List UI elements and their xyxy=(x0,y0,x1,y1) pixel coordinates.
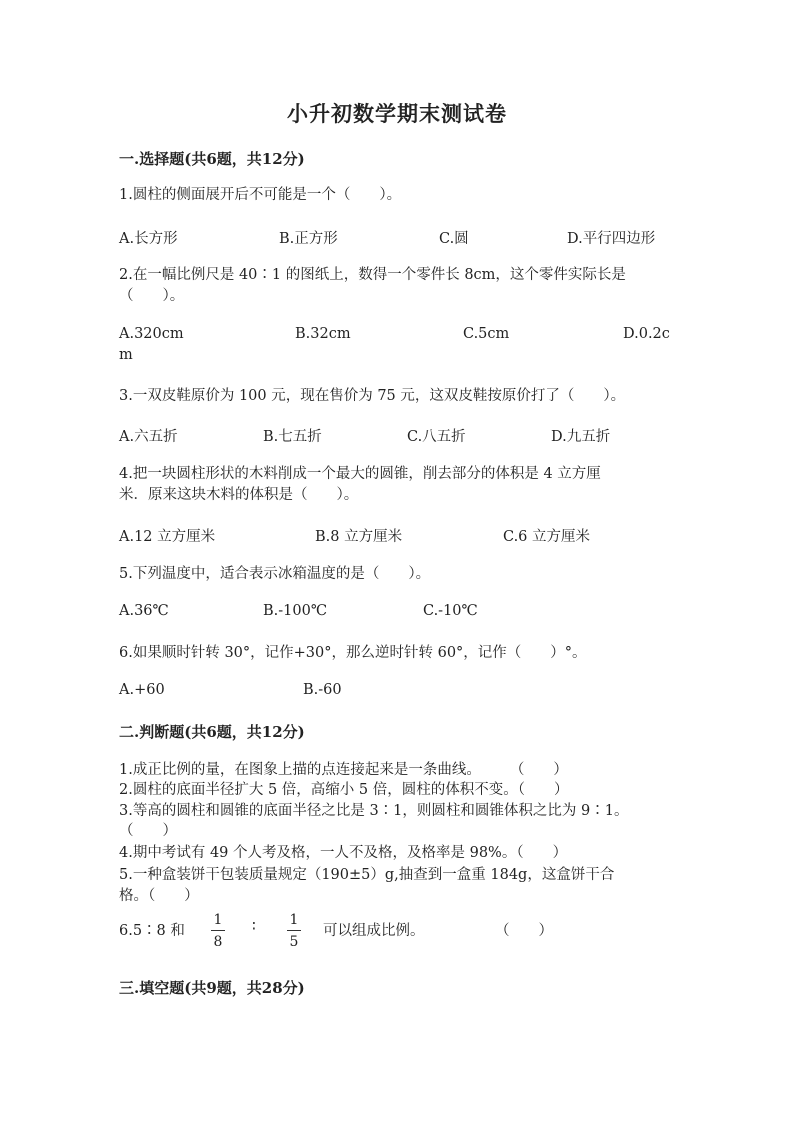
judge-5-line2: 格。（ ） xyxy=(119,888,199,904)
fraction-numerator: 1 xyxy=(289,912,299,928)
q5-option-a: A.36℃ xyxy=(119,603,169,619)
ratio-colon: ∶ xyxy=(252,919,256,935)
q3-option-a: A.六五折 xyxy=(119,429,178,445)
q2-option-b: B.32cm xyxy=(295,326,351,342)
fraction-denominator: 8 xyxy=(213,934,223,950)
judge-2: 2.圆柱的底面半径扩大 5 倍，高缩小 5 倍，圆柱的体积不变。（ ） xyxy=(119,782,569,798)
q6-option-a: A.+60 xyxy=(119,682,165,698)
fraction-denominator: 5 xyxy=(289,934,299,950)
q4-option-b: B.8 立方厘米 xyxy=(315,529,403,545)
q2-option-c: C.5cm xyxy=(463,326,510,342)
q3-option-d: D.九五折 xyxy=(551,429,611,445)
question-2-line2: （ ）。 xyxy=(119,288,185,304)
q1-option-a: A.长方形 xyxy=(119,231,178,247)
fraction-bar xyxy=(211,930,225,931)
q1-option-d: D.平行四边形 xyxy=(567,231,656,247)
question-1: 1.圆柱的侧面展开后不可能是一个（ ）。 xyxy=(119,187,402,203)
question-2-line1: 2.在一幅比例尺是 40∶1 的图纸上，数得一个零件长 8cm，这个零件实际长是 xyxy=(119,267,626,283)
q2-option-d-wrap: m xyxy=(119,347,133,363)
judge-3-line1: 3.等高的圆柱和圆锥的底面半径之比是 3∶1，则圆柱和圆锥体积之比为 9∶1。 xyxy=(119,803,629,819)
q3-option-b: B.七五折 xyxy=(263,429,322,445)
judge-5-line1: 5.一种盒装饼干包装质量规定（190±5）g,抽查到一盒重 184g，这盒饼干合 xyxy=(119,867,615,883)
fraction-bar xyxy=(287,930,301,931)
judge-6-answer-paren: （ ） xyxy=(495,923,553,939)
q3-option-c: C.八五折 xyxy=(407,429,466,445)
fraction-one-eighth xyxy=(211,911,225,951)
section-heading-fill: 三.填空题(共9题，共28分) xyxy=(119,979,305,997)
question-5: 5.下列温度中，适合表示冰箱温度的是（ ）。 xyxy=(119,566,431,582)
q2-option-d: D.0.2c xyxy=(623,326,670,342)
q1-option-b: B.正方形 xyxy=(279,231,338,247)
judge-6-prefix: 6.5∶8 和 xyxy=(119,923,185,939)
question-4-line2: 米．原来这块木料的体积是（ ）。 xyxy=(119,487,359,503)
judge-1: 1.成正比例的量，在图象上描的点连接起来是一条曲线。 （ ） xyxy=(119,762,568,778)
fraction-one-fifth xyxy=(287,911,301,951)
q4-option-c: C.6 立方厘米 xyxy=(503,529,591,545)
question-4-line1: 4.把一块圆柱形状的木料削成一个最大的圆锥，削去部分的体积是 4 立方厘 xyxy=(119,466,601,482)
section-heading-choice: 一.选择题(共6题，共12分) xyxy=(119,150,305,168)
q1-option-c: C.圆 xyxy=(439,231,469,247)
question-6: 6.如果顺时针转 30°，记作+30°，那么逆时针转 60°，记作（ ）°。 xyxy=(119,645,587,661)
page-title: 小升初数学期末测试卷 xyxy=(287,101,507,126)
section-heading-judge: 二.判断题(共6题，共12分) xyxy=(119,723,305,741)
q2-option-a: A.320cm xyxy=(119,326,184,342)
q6-option-b: B.-60 xyxy=(303,682,342,698)
judge-4: 4.期中考试有 49 个人考及格，一人不及格，及格率是 98%。（ ） xyxy=(119,845,568,861)
judge-6-suffix: 可以组成比例。 xyxy=(323,923,425,939)
q5-option-b: B.-100℃ xyxy=(263,603,328,619)
q4-option-a: A.12 立方厘米 xyxy=(119,529,216,545)
q5-option-c: C.-10℃ xyxy=(423,603,478,619)
judge-3-line2: （ ） xyxy=(119,823,177,839)
question-3: 3.一双皮鞋原价为 100 元，现在售价为 75 元，这双皮鞋按原价打了（ ）。 xyxy=(119,388,626,404)
fraction-numerator: 1 xyxy=(213,912,223,928)
